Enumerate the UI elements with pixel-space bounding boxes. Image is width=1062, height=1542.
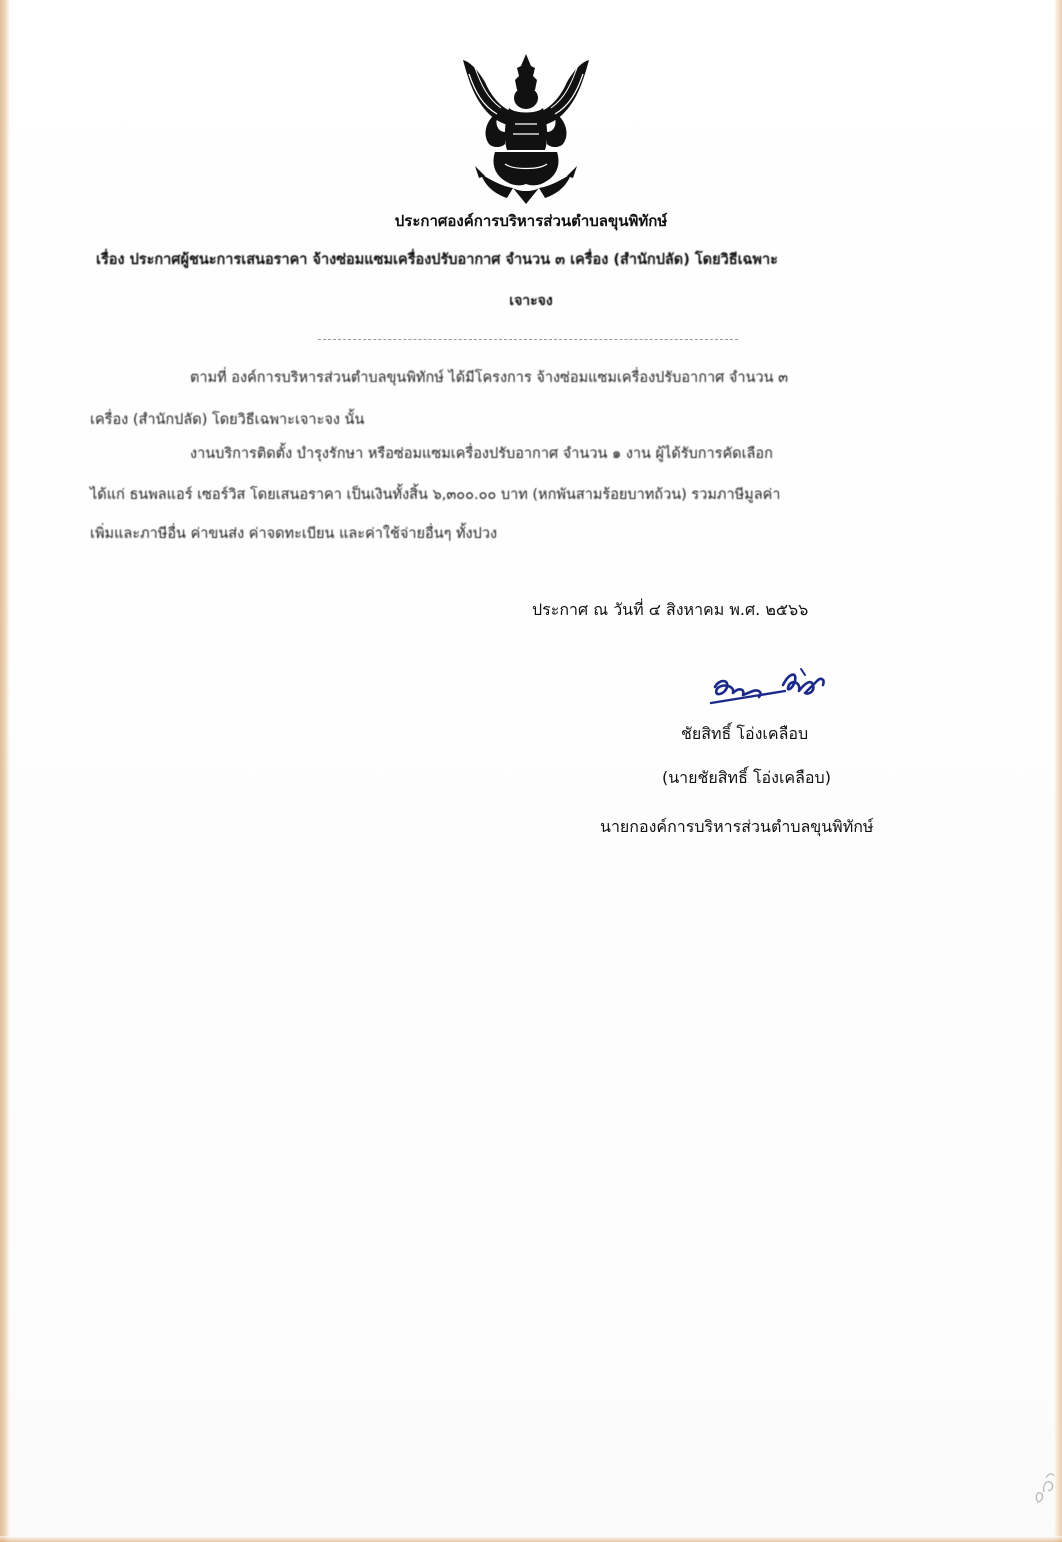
signatory-full-name: (นายชัยสิทธิ์ โอ่งเคลือบ) xyxy=(662,768,831,787)
announcement-date: ประกาศ ณ วันที่ ๔ สิงหาคม พ.ศ. ๒๕๖๖ xyxy=(532,600,809,619)
announcement-subject-continuation: เจาะจง xyxy=(509,293,553,309)
body-paragraph-2-line-1: งานบริการติดตั้ง บำรุงรักษา หรือซ่อมแซมเครื่องปรับอากาศ จำนวน ๑ งาน ผู้ได้รับการคัดเลือก xyxy=(190,446,773,462)
signatory-name: ชัยสิทธิ์ โอ่งเคลือบ xyxy=(681,724,809,743)
page-edge-bottom xyxy=(0,1536,1062,1542)
body-paragraph-1-line-2: เครื่อง (สำนักปลัด) โดยวิธีเฉพาะเจาะจง นั้น xyxy=(90,412,365,428)
body-paragraph-2-line-2: ได้แก่ ธนพลแอร์ เซอร์วิส โดยเสนอราคา เป็นเงินทั้งสิ้น ๖,๓๐๐.๐๐ บาท (หกพันสามร้อยบาทถ้วน) รวมภาษีมูลค่า xyxy=(90,487,781,503)
announcement-subject: เรื่อง ประกาศผู้ชนะการเสนอราคา จ้างซ่อมแซมเครื่องปรับอากาศ จำนวน ๓ เครื่อง (สำนักปลัด) โดยวิธีเฉพาะ xyxy=(96,252,778,268)
announcement-title: ประกาศองค์การบริหารส่วนตำบลขุนพิทักษ์ xyxy=(394,212,668,230)
body-paragraph-1-line-1: ตามที่ องค์การบริหารส่วนตำบลขุนพิทักษ์ ได้มีโครงการ จ้างซ่อมแซมเครื่องปรับอากาศ จำนวน ๓ xyxy=(190,370,789,386)
body-paragraph-2-line-3: เพิ่มและภาษีอื่น ค่าขนส่ง ค่าจดทะเบียน และค่าใช้จ่ายอื่นๆ ทั้งปวง xyxy=(90,526,498,542)
signatory-position: นายกองค์การบริหารส่วนตำบลขุนพิทักษ์ xyxy=(600,817,874,836)
page-mark-icon xyxy=(1030,1462,1058,1512)
garuda-emblem-icon xyxy=(455,52,597,207)
divider-line xyxy=(318,339,738,340)
handwritten-signature xyxy=(705,665,835,710)
